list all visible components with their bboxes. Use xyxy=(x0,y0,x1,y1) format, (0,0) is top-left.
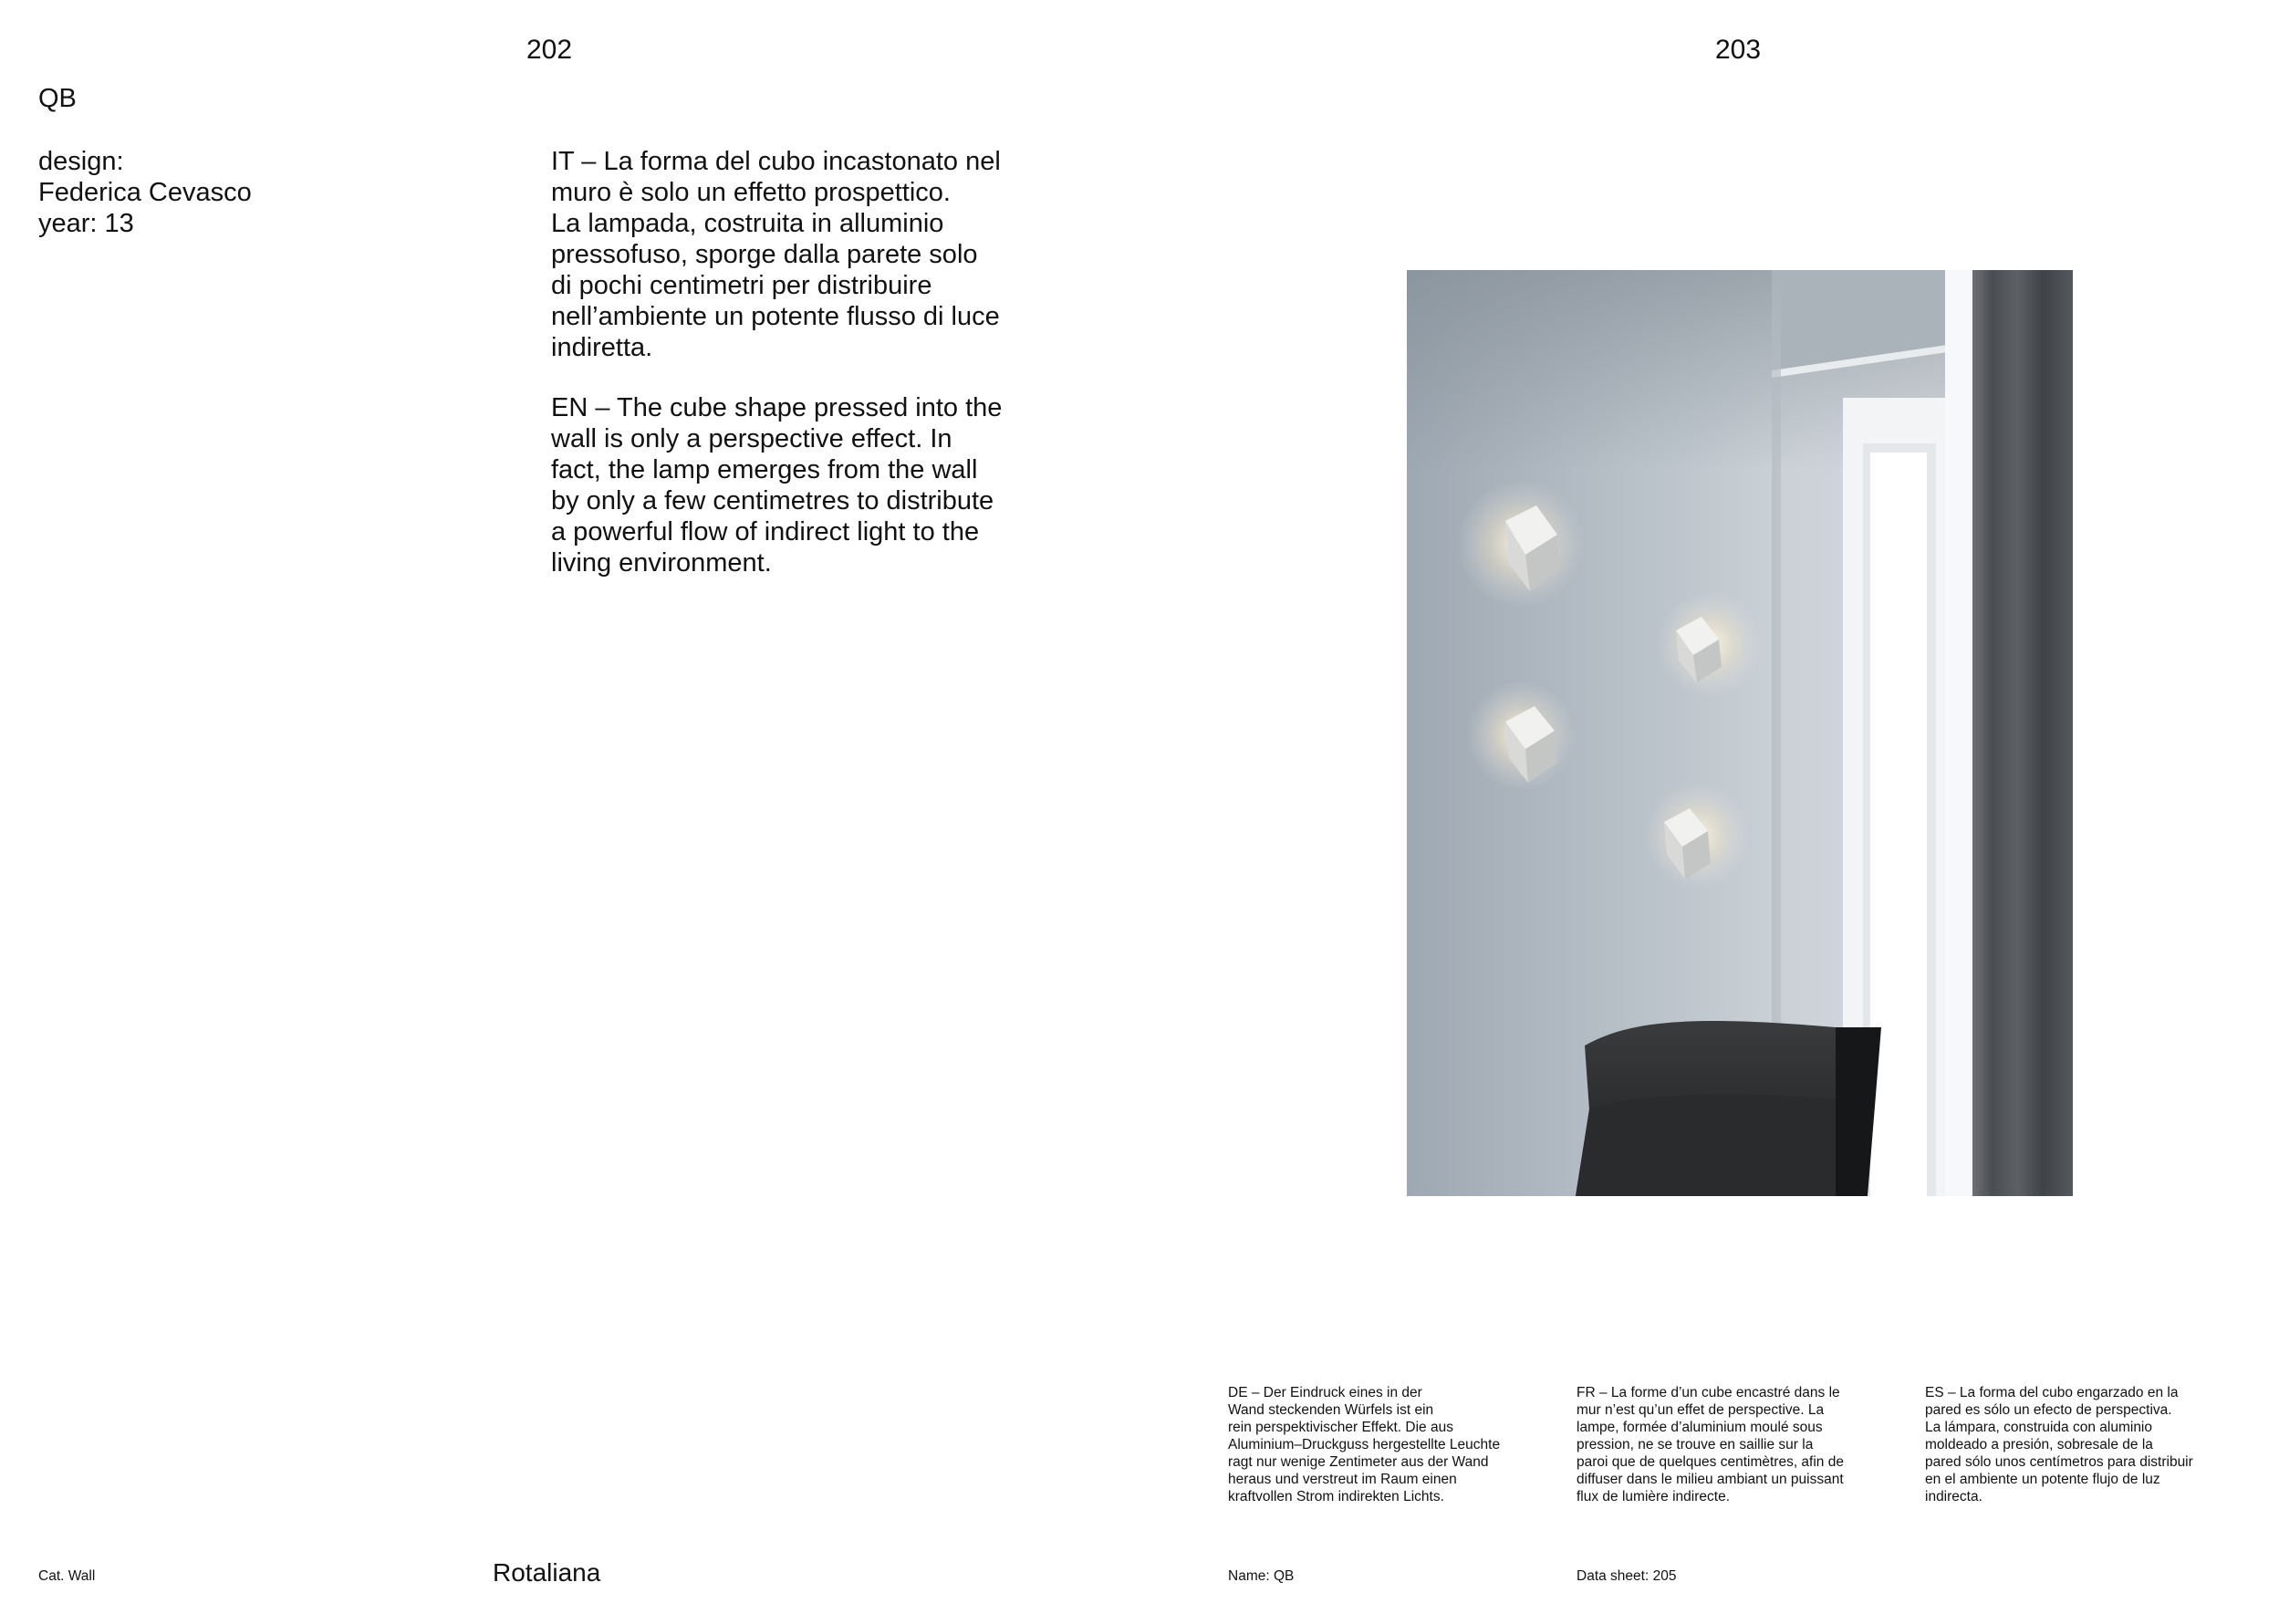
text-line: indirecta. xyxy=(1925,1489,1982,1504)
text-line: nell’ambiente un potente flusso di luce xyxy=(551,302,1000,331)
text-line: pression, ne se trouve en saillie sur la xyxy=(1577,1437,1814,1452)
text-line: moldeado a presión, sobresale de la xyxy=(1925,1437,2153,1452)
room-photo xyxy=(1407,270,2073,1196)
footer-product-name: Name: QB xyxy=(1228,1568,1295,1584)
text-line: en el ambiente un potente flujo de luz xyxy=(1925,1472,2160,1487)
text-line: diffuser dans le milieu ambiant un puissant xyxy=(1577,1472,1844,1487)
text-line: DE – Der Eindruck eines in der xyxy=(1228,1385,1422,1400)
text-line: living environment. xyxy=(551,548,772,578)
text-line: wall is only a perspective effect. In xyxy=(551,424,952,453)
text-line: pared es sólo un efecto de perspectiva. xyxy=(1925,1402,2172,1418)
text-line: kraftvollen Strom indirekten Lichts. xyxy=(1228,1489,1444,1504)
description-en xyxy=(551,392,1062,578)
text-line: La lampada, costruita in alluminio xyxy=(551,209,944,238)
text-line: lampe, formée d’aluminium moulé sous xyxy=(1577,1420,1823,1435)
description-de xyxy=(1228,1384,1556,1505)
page-number-left: 202 xyxy=(526,35,573,65)
text-line: paroi que de quelques centimètres, afin de xyxy=(1577,1454,1844,1470)
text-line: di pochi centimetri per distribuire xyxy=(551,271,932,300)
design-label: design: xyxy=(38,147,124,176)
text-line: Wand steckenden Würfels ist ein xyxy=(1228,1402,1434,1418)
text-line: pared sólo unos centímetros para distribuir xyxy=(1925,1454,2193,1470)
text-line: Aluminium–Druckguss hergestellte Leuchte xyxy=(1228,1437,1501,1452)
text-line: FR – La forme d’un cube encastré dans le xyxy=(1577,1385,1840,1400)
text-line: ES – La forma del cubo engarzado en la xyxy=(1925,1385,2179,1400)
text-line: flux de lumière indirecte. xyxy=(1577,1489,1730,1504)
footer-datasheet: Data sheet: 205 xyxy=(1577,1568,1677,1584)
text-line: fact, the lamp emerges from the wall xyxy=(551,455,978,484)
year-label: year: 13 xyxy=(38,209,134,238)
product-meta xyxy=(38,146,252,239)
text-line: by only a few centimetres to distribute xyxy=(551,486,994,515)
brand-name: Rotaliana xyxy=(493,1558,601,1587)
text-line: ragt nur wenige Zentimeter aus der Wand xyxy=(1228,1454,1489,1470)
description-fr xyxy=(1577,1384,1905,1505)
description-it xyxy=(551,146,1062,363)
text-line: EN – The cube shape pressed into the xyxy=(551,393,1003,422)
text-line: pressofuso, sporge dalla parete solo xyxy=(551,240,978,269)
page-number-right: 203 xyxy=(1715,35,1762,65)
text-line: La lámpara, construida con aluminio xyxy=(1925,1420,2152,1435)
text-line: indiretta. xyxy=(551,333,653,362)
product-title: QB xyxy=(38,84,77,113)
text-line: muro è solo un effetto prospettico. xyxy=(551,178,951,207)
designer-name: Federica Cevasco xyxy=(38,178,252,207)
description-es xyxy=(1925,1384,2253,1505)
footer-category: Cat. Wall xyxy=(38,1568,96,1584)
room-photo-illustration xyxy=(1407,270,2073,1196)
text-line: IT – La forma del cubo incastonato nel xyxy=(551,147,1001,176)
text-line: heraus und verstreut im Raum einen xyxy=(1228,1472,1457,1487)
text-line: rein perspektivischer Effekt. Die aus xyxy=(1228,1420,1453,1435)
text-line: mur n’est qu’un effet de perspective. La xyxy=(1577,1402,1825,1418)
text-line: a powerful flow of indirect light to the xyxy=(551,517,980,547)
